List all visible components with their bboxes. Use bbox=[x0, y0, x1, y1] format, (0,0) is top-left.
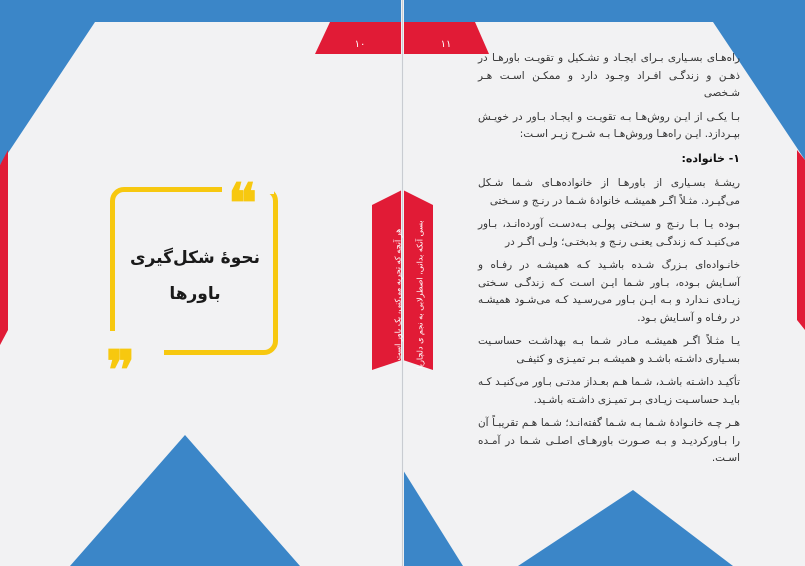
page-number-left: ۱۰ bbox=[354, 39, 366, 50]
chapter-title-line-2: باورها bbox=[169, 284, 221, 304]
paragraph: راه‌هـای بسـیاری بـرای ایجـاد و تشـکیل و تقویـت باورهـا در ذهـن و زندگـی افـراد وجـود دارد و ممکـن اسـت هـر شـخصی bbox=[478, 52, 740, 99]
vertical-quote-line-2: بسی آنکه بدانی، اصطرلابی به نجم ی دلچاریا bbox=[415, 220, 425, 369]
chapter-title bbox=[120, 240, 270, 312]
paragraph: بـا یکـی از ایـن روش‌هـا بـه تقویـت و ایجـاد بـاور در خویـش بپـردازد. ایـن راه‌هـا وروش‌هـا بـه شـرح زیـر اسـت: bbox=[478, 110, 740, 140]
body-text bbox=[478, 50, 740, 474]
paragraph: هـر چـه خانـوادهٔ شـما بـه شـما گفته‌انـد؛ شـما هـم تقریبـاً آن را بـاورکردیـد و بـه صـورت باورهـای اصلـی شـما در آمـده اسـت. bbox=[478, 417, 740, 464]
quote-open-icon: ❝ bbox=[228, 171, 258, 235]
page-number-right: ۱۱ bbox=[440, 39, 452, 50]
paragraph: یـا مثـلاً اگـر همیشـه مـادر شـما بـه بهداشـت حساسـیت بسـیاری داشـته باشـد و همیشـه بـر تمیـزی و کثیفـی bbox=[478, 335, 740, 365]
section-heading: ۱- خانواده: bbox=[681, 151, 740, 165]
paragraph: بـوده یـا بـا رنـج و سـختی پولـی بـه‌دسـت آورده‌انـد، بـاور می‌کنیـد کـه زندگـی یعنـی رنـج و بدبختـی؛ ولـی اگـر در bbox=[478, 218, 740, 248]
paragraph: خانـواده‌ای بـزرگ شـده باشـید کـه همیشـه در رفـاه و آسـایش بـوده، بـاور شـما ایـن اسـت کـه زندگـی سـختی زیـادی نـدارد و بـه ایـن بـاور می‌رسـید کـه می‌شـود همیشـه در رفـاه و آسـایش بـود. bbox=[478, 259, 740, 324]
chapter-title-line-1: نحوهٔ شکل‌گیری bbox=[129, 248, 260, 268]
quote-close-icon: ❝ bbox=[106, 315, 136, 379]
paragraph: ریشـهٔ بسـیاری از باورهـا از خانواده‌هـای شـما شـکل می‌گیـرد. مثـلاً اگـر همیشـه خانوادهٔ شـما در رنـج و سـختی bbox=[478, 177, 740, 207]
vertical-quote-line-1: هر آنچه که تجربه می‌کنی، یک باور است bbox=[393, 228, 403, 361]
paragraph: تأکیـد داشـته باشـد، شـما هـم بعـداز مدتـی بـاور می‌کنیـد کـه بایـد حساسـیت زیـادی بـر تمیـزی داشـته باشـید. bbox=[478, 376, 740, 406]
